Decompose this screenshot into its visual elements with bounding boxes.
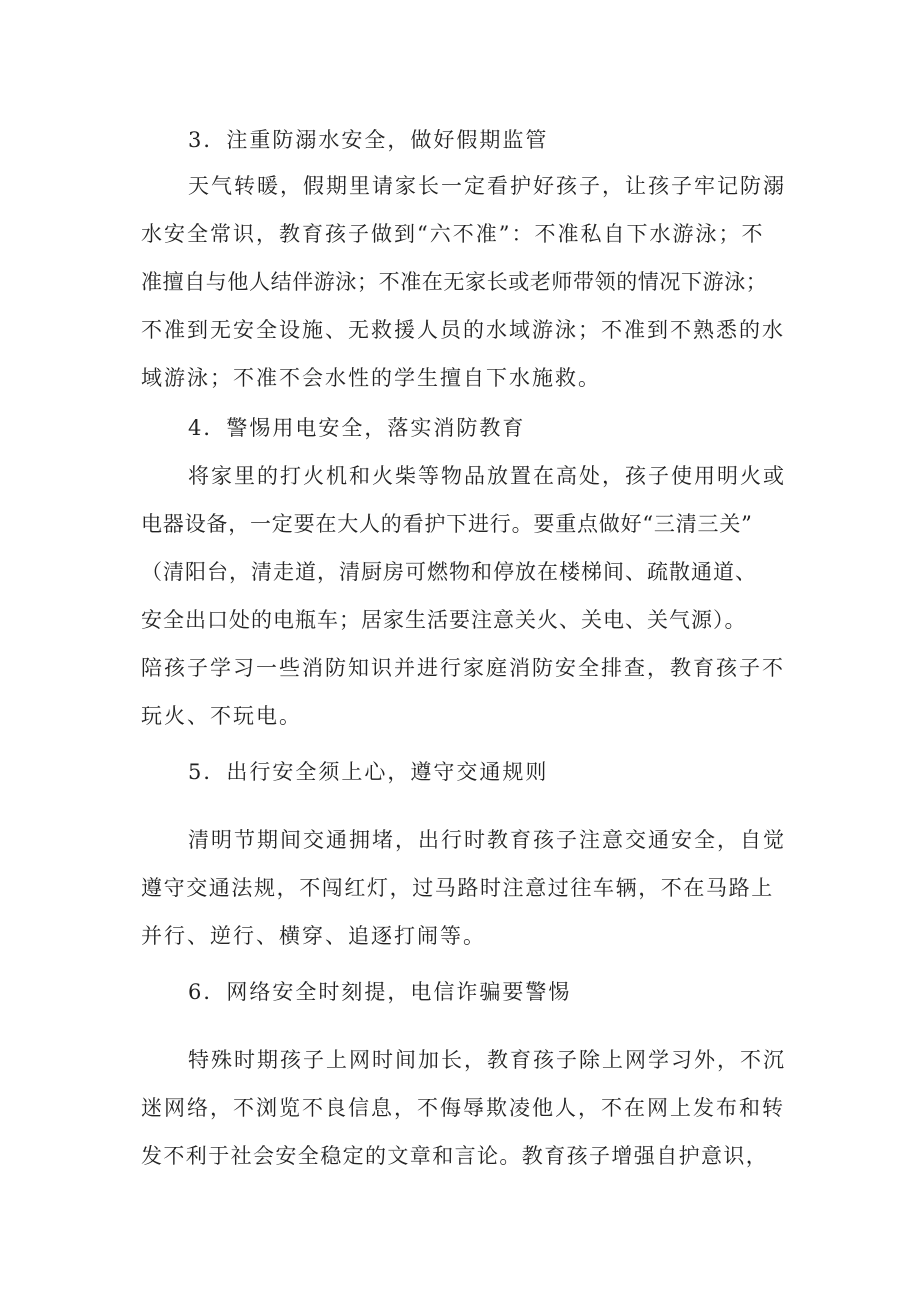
paragraph-line	[0, 600, 920, 640]
paragraph-line	[0, 1136, 920, 1176]
paragraph-text: 玩火、不玩电。	[141, 704, 302, 728]
paragraph-text: 将家里的打火机和火柴等物品放置在高处，孩子使用明火或	[188, 464, 786, 488]
paragraph-text: 特殊时期孩子上网时间加长，教育孩子除上网学习外，不沉	[188, 1048, 786, 1072]
paragraph-text: 并行、逆行、横穿、追逐打闹等。	[141, 924, 486, 948]
paragraph-line	[0, 358, 920, 398]
paragraph-line	[0, 504, 920, 544]
paragraph-text: 域游泳；不准不会水性的学生擅自下水施救。	[141, 366, 601, 390]
paragraph-text: 水安全常识，教育孩子做到“六不准”：不准私自下水游泳；不	[141, 222, 765, 246]
paragraph-line	[0, 552, 920, 592]
paragraph-text: 陪孩子学习一些消防知识并进行家庭消防安全排查，教育孩子不	[141, 656, 785, 680]
paragraph-line	[0, 868, 920, 908]
paragraph-text: （清阳台，清走道，清厨房可燃物和停放在楼梯间、疏散通道、	[141, 560, 757, 584]
paragraph-line	[0, 456, 920, 496]
paragraph-line	[0, 1088, 920, 1128]
paragraph-text: 天气转暖，假期里请家长一定看护好孩子，让孩子牢记防溺	[188, 174, 786, 198]
paragraph-line	[0, 820, 920, 860]
section-4-heading-text: 4．警惕用电安全，落实消防教育	[188, 416, 526, 440]
paragraph-line	[0, 648, 920, 688]
paragraph-line	[0, 214, 920, 254]
paragraph-text: 安全出口处的电瓶车；居家生活要注意关火、关电、关气源）。	[141, 608, 747, 632]
paragraph-text: 遵守交通法规，不闯红灯，过马路时注意过往车辆，不在马路上	[141, 876, 774, 900]
section-4-heading	[0, 408, 920, 448]
paragraph-line	[0, 1040, 920, 1080]
paragraph-text: 不准到无安全设施、无救援人员的水域游泳；不准到不熟悉的水	[141, 318, 785, 342]
paragraph-line	[0, 166, 920, 206]
paragraph-text: 电器设备，一定要在大人的看护下进行。要重点做好“三清三关”	[141, 512, 753, 536]
paragraph-text: 清明节期间交通拥堵，出行时教育孩子注意交通安全，自觉	[188, 828, 786, 852]
paragraph-line	[0, 262, 920, 302]
paragraph-line	[0, 310, 920, 350]
paragraph-text: 准擅自与他人结伴游泳；不准在无家长或老师带领的情况下游泳；	[141, 270, 768, 294]
paragraph-line	[0, 916, 920, 956]
section-3-heading-text: 3．注重防溺水安全，做好假期监管	[188, 128, 549, 152]
paragraph-text: 迷网络，不浏览不良信息，不侮辱欺凌他人，不在网上发布和转	[141, 1096, 785, 1120]
section-5-heading	[0, 752, 920, 792]
section-6-heading	[0, 972, 920, 1012]
section-6-heading-text: 6．网络安全时刻提，电信诈骗要警惕	[188, 980, 572, 1004]
paragraph-line	[0, 696, 920, 736]
paragraph-text: 发不利于社会安全稳定的文章和言论。教育孩子增强自护意识，	[141, 1144, 769, 1168]
section-3-heading	[0, 120, 920, 160]
section-5-heading-text: 5．出行安全须上心，遵守交通规则	[188, 760, 549, 784]
